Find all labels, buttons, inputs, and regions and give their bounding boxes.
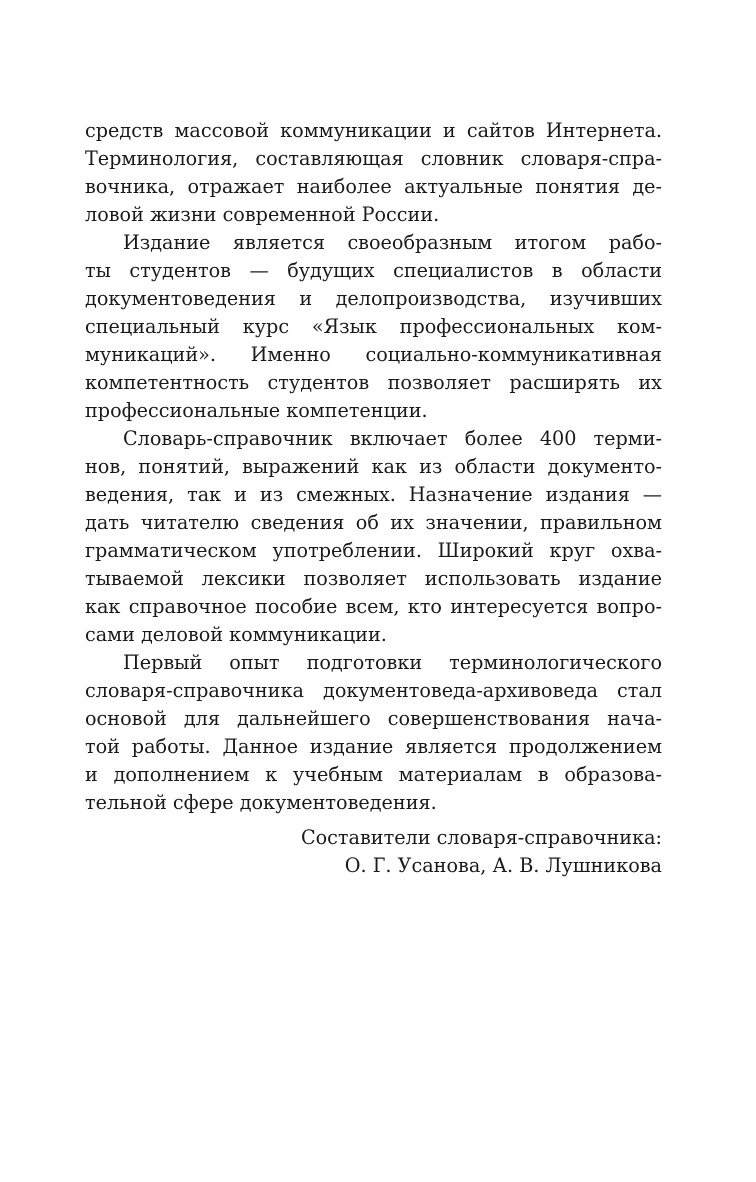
signature-block [301,824,662,880]
text-line: Терминология, составляющая словник словаря-спра- [85,147,662,170]
text-line: специальный курс «Язык профессиональных ком- [85,315,662,338]
text-line: дать читателю сведения об их значении, правильном [85,511,662,534]
text-line: как справочное пособие всем, кто интересуется вопро- [85,595,662,618]
text-line: вочника, отражает наиболее актуальные понятия де- [85,175,662,198]
paragraph [85,117,662,229]
text-line: словаря-справочника документоведа-архивоведа стал [85,679,662,702]
paragraph [85,649,662,817]
text-line: Словарь-справочник включает более 400 терми- [123,427,662,450]
text-line: нов, понятий, выражений как из области документо- [85,455,662,478]
paragraph [85,229,662,425]
text-line: тываемой лексики позволяет использовать издание [85,567,662,590]
text-line: Первый опыт подготовки терминологического [123,651,662,674]
text-line: тельной сфере документоведения. [85,791,437,814]
text-line: грамматическом употреблении. Широкий круг охва- [85,539,662,562]
paragraph [85,425,662,649]
text-line: той работы. Данное издание является продолжением [85,735,662,758]
text-line: средств массовой коммуникации и сайтов Интернета. [85,119,662,142]
text-line: ты студентов — будущих специалистов в области [85,259,662,282]
text-line: ловой жизни современной России. [85,203,440,226]
text-line: ведения, так и из смежных. Назначение издания — [85,483,662,506]
signature-title: Составители словаря-справочника: [300,826,662,849]
text-line: и дополнением к учебным материалам в образова- [85,763,662,786]
text-line: Издание является своеобразным итогом рабо- [123,231,662,254]
text-line: профессиональные компетенции. [85,399,428,422]
text-line: сами деловой коммуникации. [85,623,387,646]
body-text [85,117,662,817]
signature-authors: О. Г. Усанова, А. В. Лушникова [344,854,662,877]
text-line: муникаций». Именно социально-коммуникативная [85,343,662,366]
text-line: документоведения и делопроизводства, изучивших [85,287,662,310]
text-line: основой для дальнейшего совершенствования нача- [85,707,662,730]
text-line: компетентность студентов позволяет расширять их [85,371,662,394]
